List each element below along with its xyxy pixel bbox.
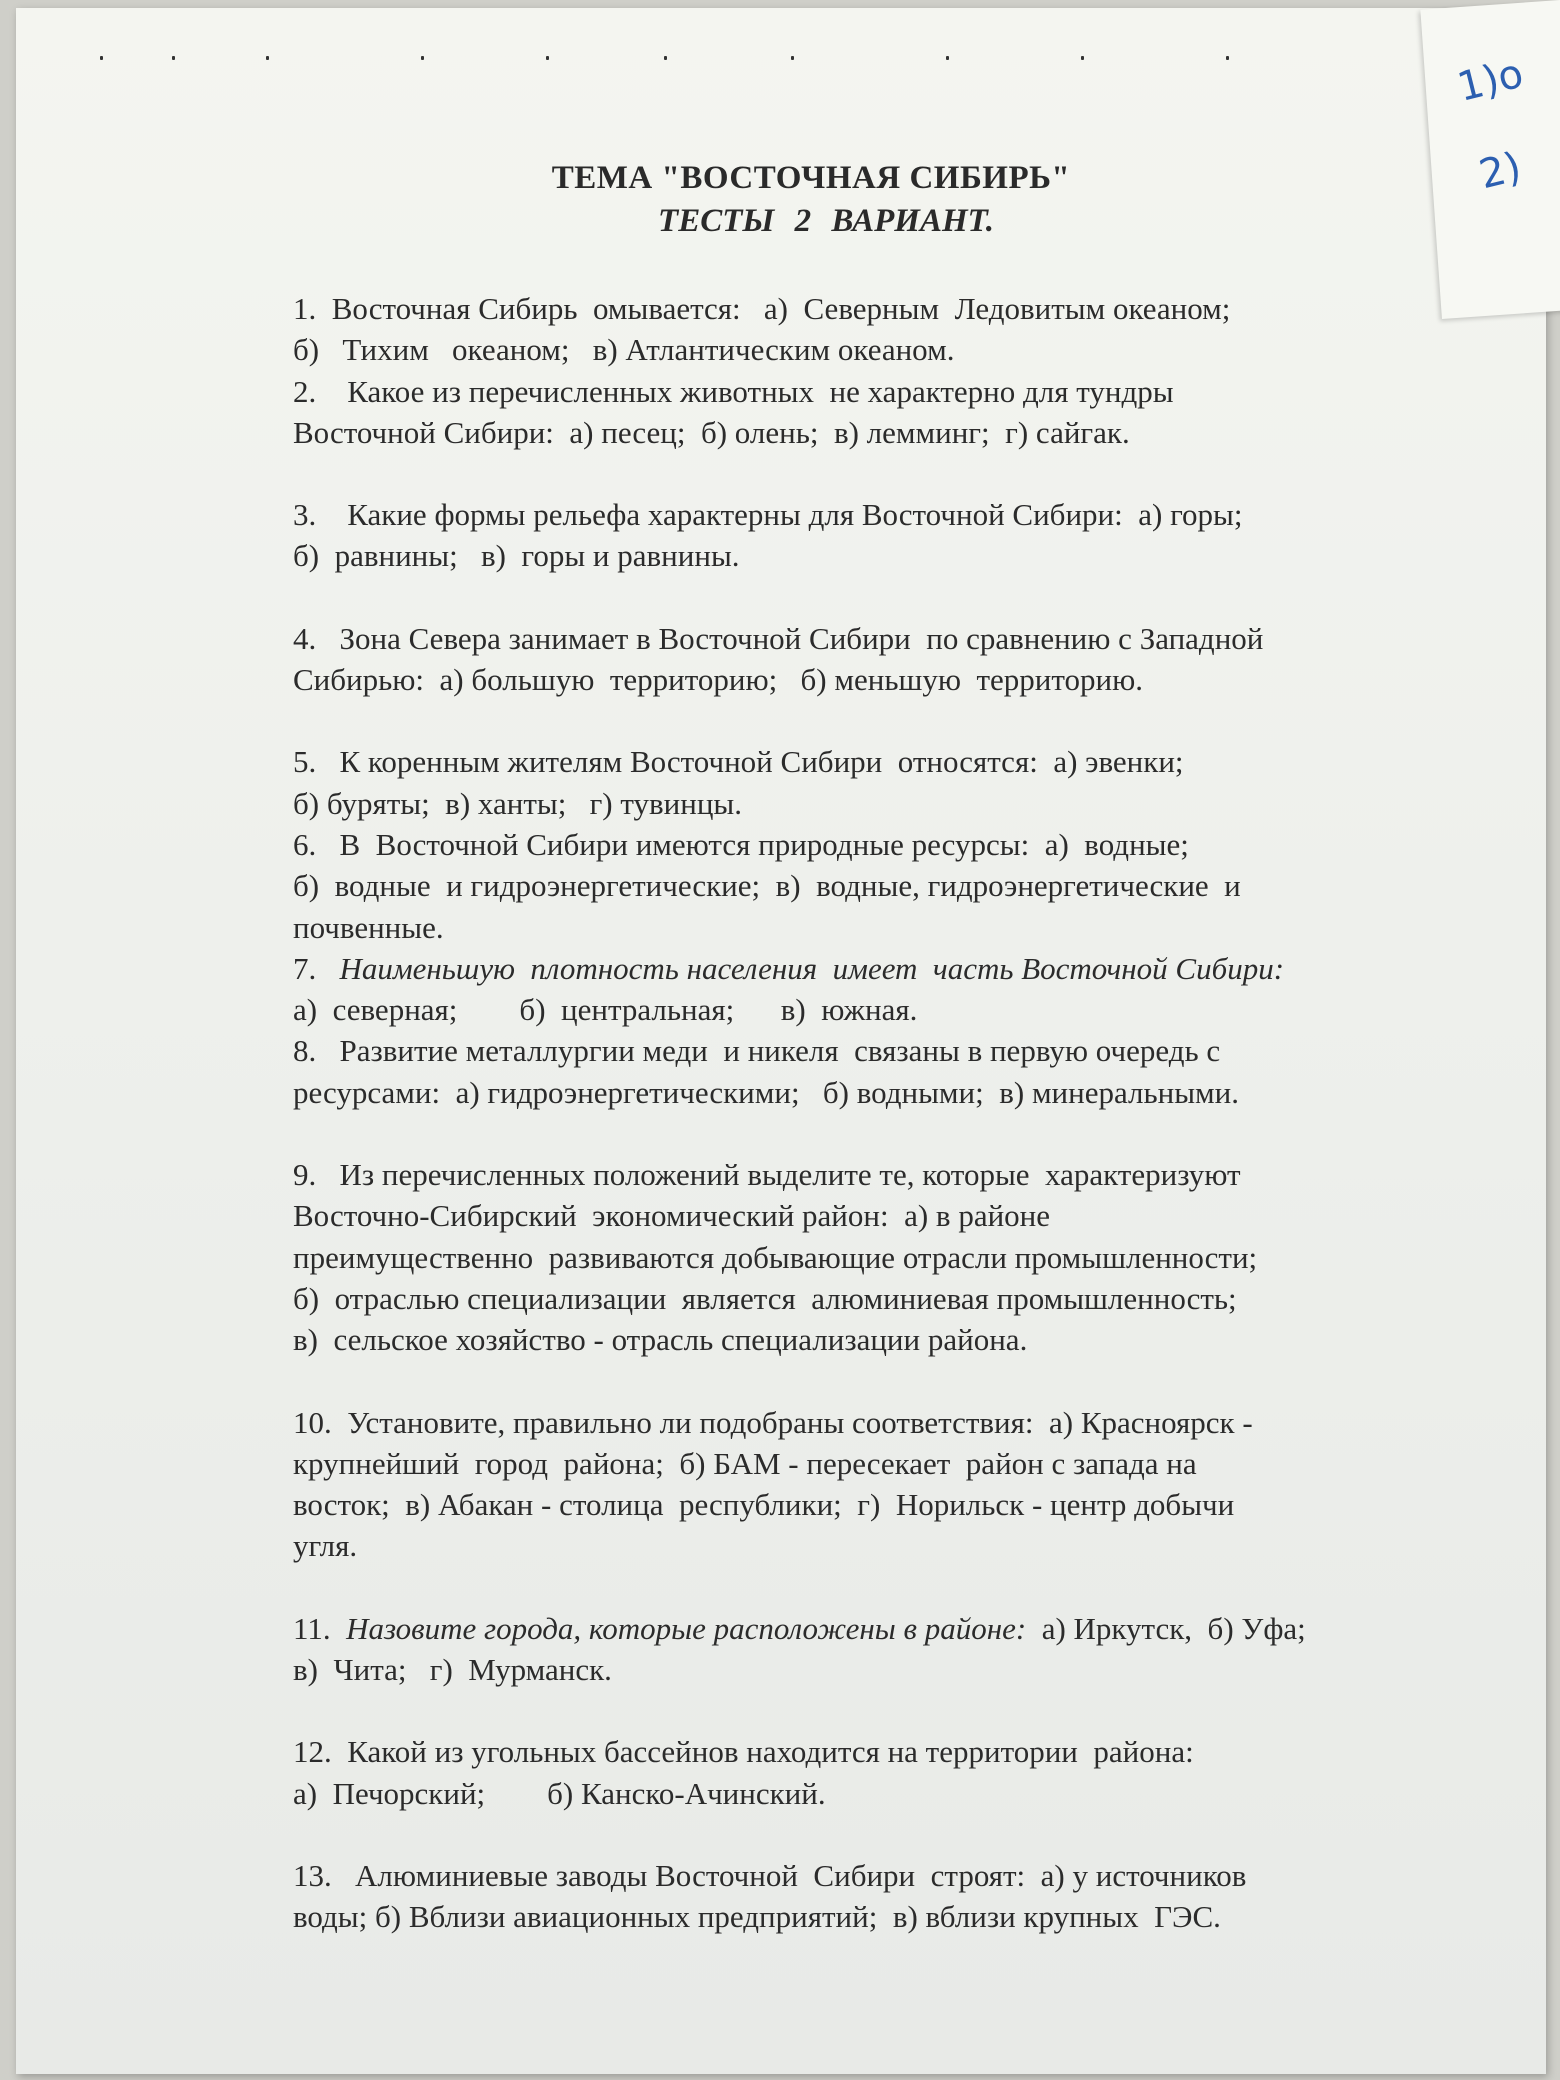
question-7-options: а) северная; б) центральная; в) южная. (293, 992, 918, 1028)
paper-sheet (16, 8, 1546, 2074)
question-13: 13. Алюминиевые заводы Восточной Сибири строят: а) у источников воды; б) Вблизи авиационных предприятий; в) вблизи крупных ГЭС. (293, 1857, 1247, 1935)
question-9: 9. Из перечисленных положений выделите те, которые характеризуют Восточно-Сибирский экономический район: а) в районе преимущественно развиваются добывающие отрасли промышленности; б) отраслью специализации является алюминиевая промышленность; в) сельское хозяйство - отрасль специализации района. (293, 1157, 1258, 1358)
question-7-prompt: Наименьшую плотность населения имеет часть Восточной Сибири: (339, 950, 1285, 986)
question-12: 12. Какой из угольных бассейнов находится на территории района: а) Печорский; б) Канско-Ачинский. (293, 1734, 1194, 1811)
question-10: 10. Установите, правильно ли подобраны соответствия: а) Красноярск - крупнейший город района; б) БАМ - пересекает район с запада на восток; в) Абакан - столица республики; г) Норильск - центр добычи угля. (293, 1404, 1253, 1564)
dot-mark (421, 56, 424, 60)
question-6: 6. В Восточной Сибири имеются природные ресурсы: а) водные; б) водные и гидроэнергетические; в) водные, гидроэнергетические и почвенные. (293, 826, 1241, 945)
question-4: 4. Зона Севера занимает в Восточной Сибири по сравнению с Западной Сибирью: а) большую территорию; б) меньшую территорию. (293, 620, 1264, 698)
page-subtitle: ТЕСТЫ 2 ВАРИАНТ. (658, 203, 994, 239)
dot-mark (100, 56, 103, 60)
question-11-prompt: Назовите города, которые расположены в районе: (346, 1610, 1027, 1646)
question-11 (293, 1608, 1453, 1691)
dot-mark (664, 56, 667, 60)
dot-mark (266, 56, 269, 60)
dot-mark (172, 56, 175, 60)
question-5: 5. К коренным жителям Восточной Сибири относятся: а) эвенки; б) буряты; в) ханты; г) тувинцы. (293, 744, 1184, 821)
dot-mark (791, 56, 794, 60)
question-3: 3. Какие формы рельефа характерны для Восточной Сибири: а) горы; б) равнины; в) горы и равнины. (293, 497, 1243, 574)
question-1: 1. Восточная Сибирь омывается: а) Северным Ледовитым океаном; б) Тихим океаном; в) Атлантическим океаном. (293, 291, 1231, 368)
question-11-number: 11. (293, 1610, 347, 1646)
corner-sticky-note (1420, 0, 1560, 319)
dot-mark (1226, 56, 1229, 60)
questions-list (293, 288, 1453, 1938)
question-7-number: 7. (293, 950, 340, 986)
dot-mark (1081, 56, 1084, 60)
question-8: 8. Развитие металлургии меди и никеля связаны в первую очередь с ресурсами: а) гидроэнергетическими; б) водными; в) минеральными. (293, 1033, 1240, 1110)
question-7 (293, 948, 1453, 1031)
question-11-options: а) Иркутск, б) Уфа; в) Чита; г) Мурманск. (293, 1610, 1306, 1688)
punch-dots (96, 56, 1366, 62)
dot-mark (546, 56, 549, 60)
page-title: ТЕМА "ВОСТОЧНАЯ СИБИРЬ" (551, 160, 1071, 196)
handwritten-note: 1)о 2) (1453, 50, 1528, 199)
question-2: 2. Какое из перечисленных животных не характерно для тундры Восточной Сибири: а) песец; б) олень; в) лемминг; г) сайгак. (293, 373, 1174, 450)
dot-mark (946, 56, 949, 60)
